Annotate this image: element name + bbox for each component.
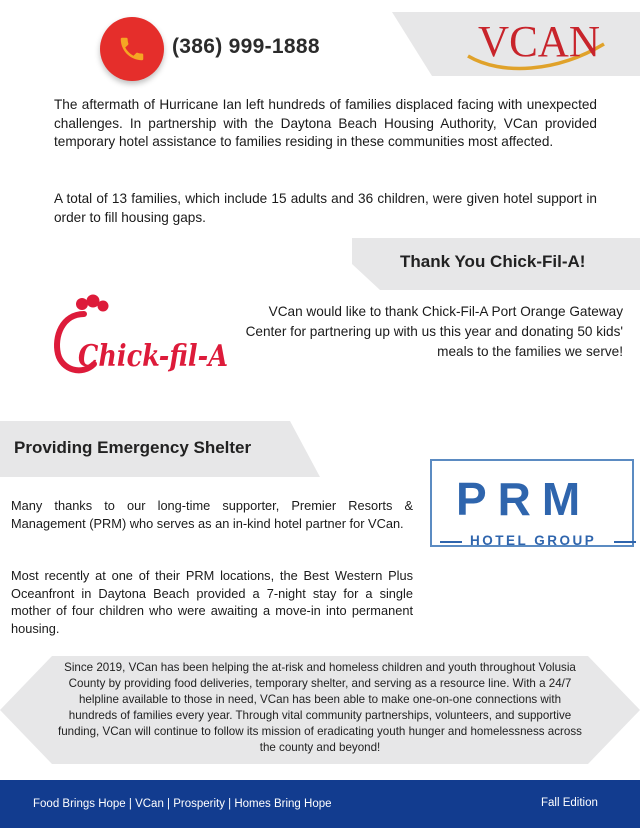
- shelter-paragraph-1: Many thanks to our long-time supporter, Premier Resorts & Management (PRM) who serves as an in-kind hotel partner for VCan.: [11, 498, 413, 531]
- vcan-logo: [462, 10, 612, 74]
- thank-you-heading: Thank You Chick-Fil-A!: [400, 252, 586, 271]
- phone-icon: [117, 34, 147, 64]
- phone-number[interactable]: (386) 999-1888: [172, 35, 320, 58]
- footer-tagline: Food Brings Hope | VCan | Prosperity | Homes Bring Hope: [33, 798, 332, 810]
- intro-paragraph-2: A total of 13 families, which include 15 adults and 36 children, were given hotel support in order to fill housing gaps.: [54, 191, 597, 225]
- chick-fil-a-logo: [52, 292, 234, 382]
- shelter-paragraph-2: Most recently at one of their PRM locations, the Best Western Plus Oceanfront in Daytona Beach provided a 7-night stay for a single mother of four children who were awaiting a move-in into permanent housing.: [11, 568, 413, 636]
- intro-paragraph-1: The aftermath of Hurricane Ian left hundreds of families displaced facing with unexpected challenges. In partnership with the Daytona Beach Housing Authority, VCan provided temporary hotel assistance to families residing in these communities most affected.: [54, 97, 597, 149]
- shelter-heading: Providing Emergency Shelter: [14, 438, 252, 457]
- footer-edition: Fall Edition: [541, 797, 598, 809]
- prm-rule-left: [440, 541, 462, 543]
- prm-logo-text: PRM: [456, 473, 592, 525]
- prm-rule-right: [614, 541, 636, 543]
- cfa-wordmark: Chick-fil-A: [78, 339, 228, 374]
- thank-you-body: VCan would like to thank Chick-Fil-A Port Orange Gateway Center for partnering up with us this year and donating 50 kids' meals to the families we serve!: [245, 304, 623, 359]
- cfa-comb: [76, 295, 109, 312]
- phone-badge: [100, 17, 164, 81]
- vcan-logo-text: VCAN: [478, 17, 600, 66]
- closing-text: Since 2019, VCan has been helping the at-risk and homeless children and youth throughout Volusia County by providing food deliveries, temporary shelter, and serving as a resource line. With a 24/7 helpline available to those in need, VCan has been able to make one-on-one connections with hundreds of families every year. Through vital community partnerships, volunteers, and supportive funding, VCan will continue to follow its mission of eradicating youth hunger and homelessness across the county and beyond!: [58, 661, 582, 754]
- prm-subtitle: HOTEL GROUP: [470, 533, 597, 548]
